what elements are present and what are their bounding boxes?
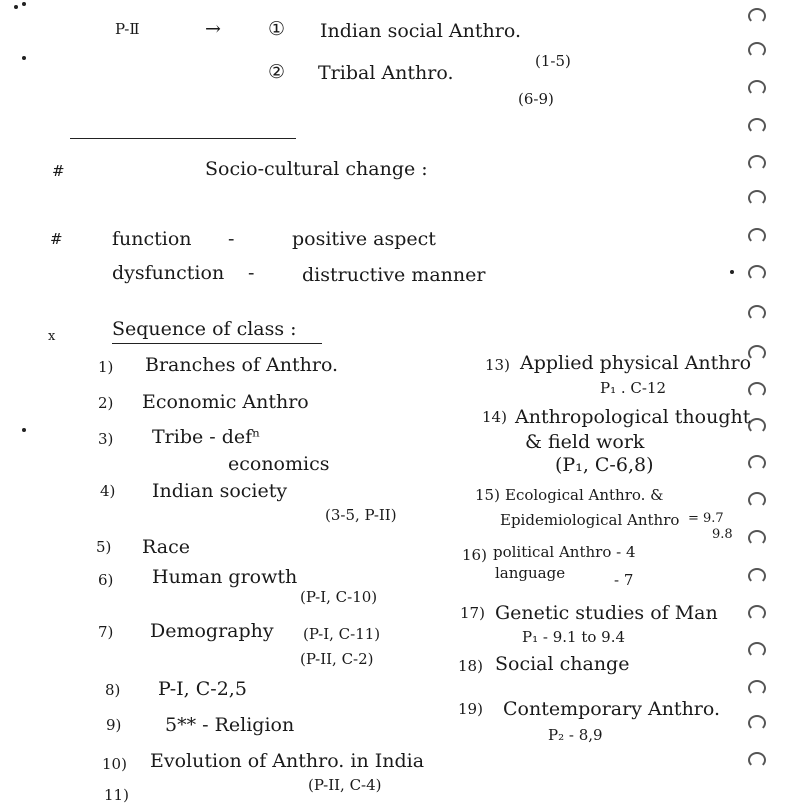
item-number: 7) [98, 623, 114, 641]
list-item: Evolution of Anthro. in India [150, 750, 425, 772]
item-number: 16) [462, 546, 487, 564]
binding-hole [748, 190, 766, 206]
binding-hole [748, 642, 766, 658]
item-number: 14) [482, 408, 507, 426]
item-number: 10) [102, 755, 127, 773]
list-item-ref: P₁ - 9.1 to 9.4 [522, 628, 626, 646]
dysfunction-term: dysfunction [112, 262, 225, 284]
list-item-ref: 9.8 [712, 527, 733, 542]
list-item: Human growth [152, 566, 298, 588]
arrow: → [205, 18, 221, 40]
item-number: 11) [104, 786, 129, 804]
header-item1: Indian social Anthro. [320, 20, 521, 42]
hash-marker: # [52, 162, 65, 180]
item-number: 9) [106, 716, 122, 734]
list-item: Branches of Anthro. [145, 354, 339, 376]
list-item-ref: (3-5, P-II) [325, 506, 397, 524]
margin-dot [22, 56, 26, 60]
item-number: 13) [485, 356, 510, 374]
hash-marker: # [50, 230, 63, 248]
item-number: 3) [98, 430, 114, 448]
list-item: political Anthro - 4 [493, 543, 636, 561]
list-item-ref: P₁ . C-12 [600, 379, 667, 397]
dysfunction-dash: - [248, 262, 255, 284]
binding-hole [748, 228, 766, 244]
margin-dot [14, 5, 18, 9]
binding-hole [748, 752, 766, 768]
item1-marker: ① [268, 18, 286, 40]
list-item-ref: P₂ - 8,9 [548, 726, 603, 744]
binding-hole [748, 382, 766, 398]
margin-dot [22, 2, 26, 6]
list-item-cont: Epidemiological Anthro [500, 511, 680, 529]
list-item: Tribe - defⁿ [152, 426, 261, 448]
binding-hole [748, 118, 766, 134]
item-number: 19) [458, 700, 483, 718]
divider [70, 138, 296, 139]
list-item-ref: (P₁, C-6,8) [555, 454, 654, 476]
item-number: 8) [105, 681, 121, 699]
header-item2-range: (6-9) [518, 90, 554, 108]
list-item-ref: (P-II, C-2) [300, 650, 374, 668]
sequence-title: Sequence of class : [112, 318, 297, 340]
function-term: function [112, 228, 192, 250]
binding-hole [748, 418, 766, 434]
binding-hole [748, 492, 766, 508]
list-item: 5** - Religion [165, 714, 295, 736]
list-item: Race [142, 536, 190, 558]
binding-hole [748, 42, 766, 58]
item-number: 18) [458, 657, 483, 675]
list-item-ref: (P-I, C-11) [303, 625, 381, 643]
binding-hole [748, 455, 766, 471]
item-number: 1) [98, 358, 114, 376]
header-item1-range: (1-5) [535, 52, 571, 70]
list-item: Genetic studies of Man [495, 602, 718, 624]
item2-marker: ② [268, 61, 286, 83]
binding-hole [748, 568, 766, 584]
list-item-ref: (P-I, C-10) [300, 588, 378, 606]
binding-hole [748, 8, 766, 24]
binding-hole [748, 80, 766, 96]
list-item-cont: & field work [525, 431, 645, 453]
list-item: Ecological Anthro. & [505, 486, 664, 504]
paper-label: P-Ⅱ [115, 20, 140, 38]
binding-hole [748, 680, 766, 696]
margin-dot [22, 428, 26, 432]
list-item-ref: - 7 [614, 571, 634, 589]
binding-hole [748, 155, 766, 171]
list-item: Social change [495, 653, 630, 675]
item-number: 5) [96, 538, 112, 556]
function-desc: positive aspect [292, 228, 436, 250]
item-number: 17) [460, 604, 485, 622]
list-item-sub: economics [228, 453, 330, 475]
margin-dot [730, 270, 734, 274]
item-number: 4) [100, 482, 116, 500]
list-item: Contemporary Anthro. [503, 698, 721, 720]
function-dash: - [228, 228, 235, 250]
binding-hole [748, 605, 766, 621]
binding-hole [748, 715, 766, 731]
title-underline [112, 343, 322, 344]
list-item: Anthropological thought [515, 406, 751, 428]
list-item-cont: language [495, 564, 566, 582]
binding-hole [748, 265, 766, 281]
list-item-ref: (P-II, C-4) [308, 776, 382, 794]
section-heading: Socio-cultural change : [205, 158, 428, 180]
dysfunction-desc: distructive manner [302, 264, 486, 286]
item-number: 6) [98, 571, 114, 589]
list-item: Indian society [152, 480, 288, 502]
item-number: 2) [98, 394, 114, 412]
list-item: P-I, C-2,5 [158, 678, 247, 700]
x-marker: x [48, 329, 56, 344]
header-item2: Tribal Anthro. [318, 62, 454, 84]
item-number: 15) [475, 486, 500, 504]
list-item: Applied physical Anthro [520, 352, 752, 374]
list-item-ref: = 9.7 [688, 511, 724, 526]
binding-hole [748, 305, 766, 321]
list-item: Demography [150, 620, 274, 642]
binding-hole [748, 530, 766, 546]
list-item: Economic Anthro [142, 391, 309, 413]
